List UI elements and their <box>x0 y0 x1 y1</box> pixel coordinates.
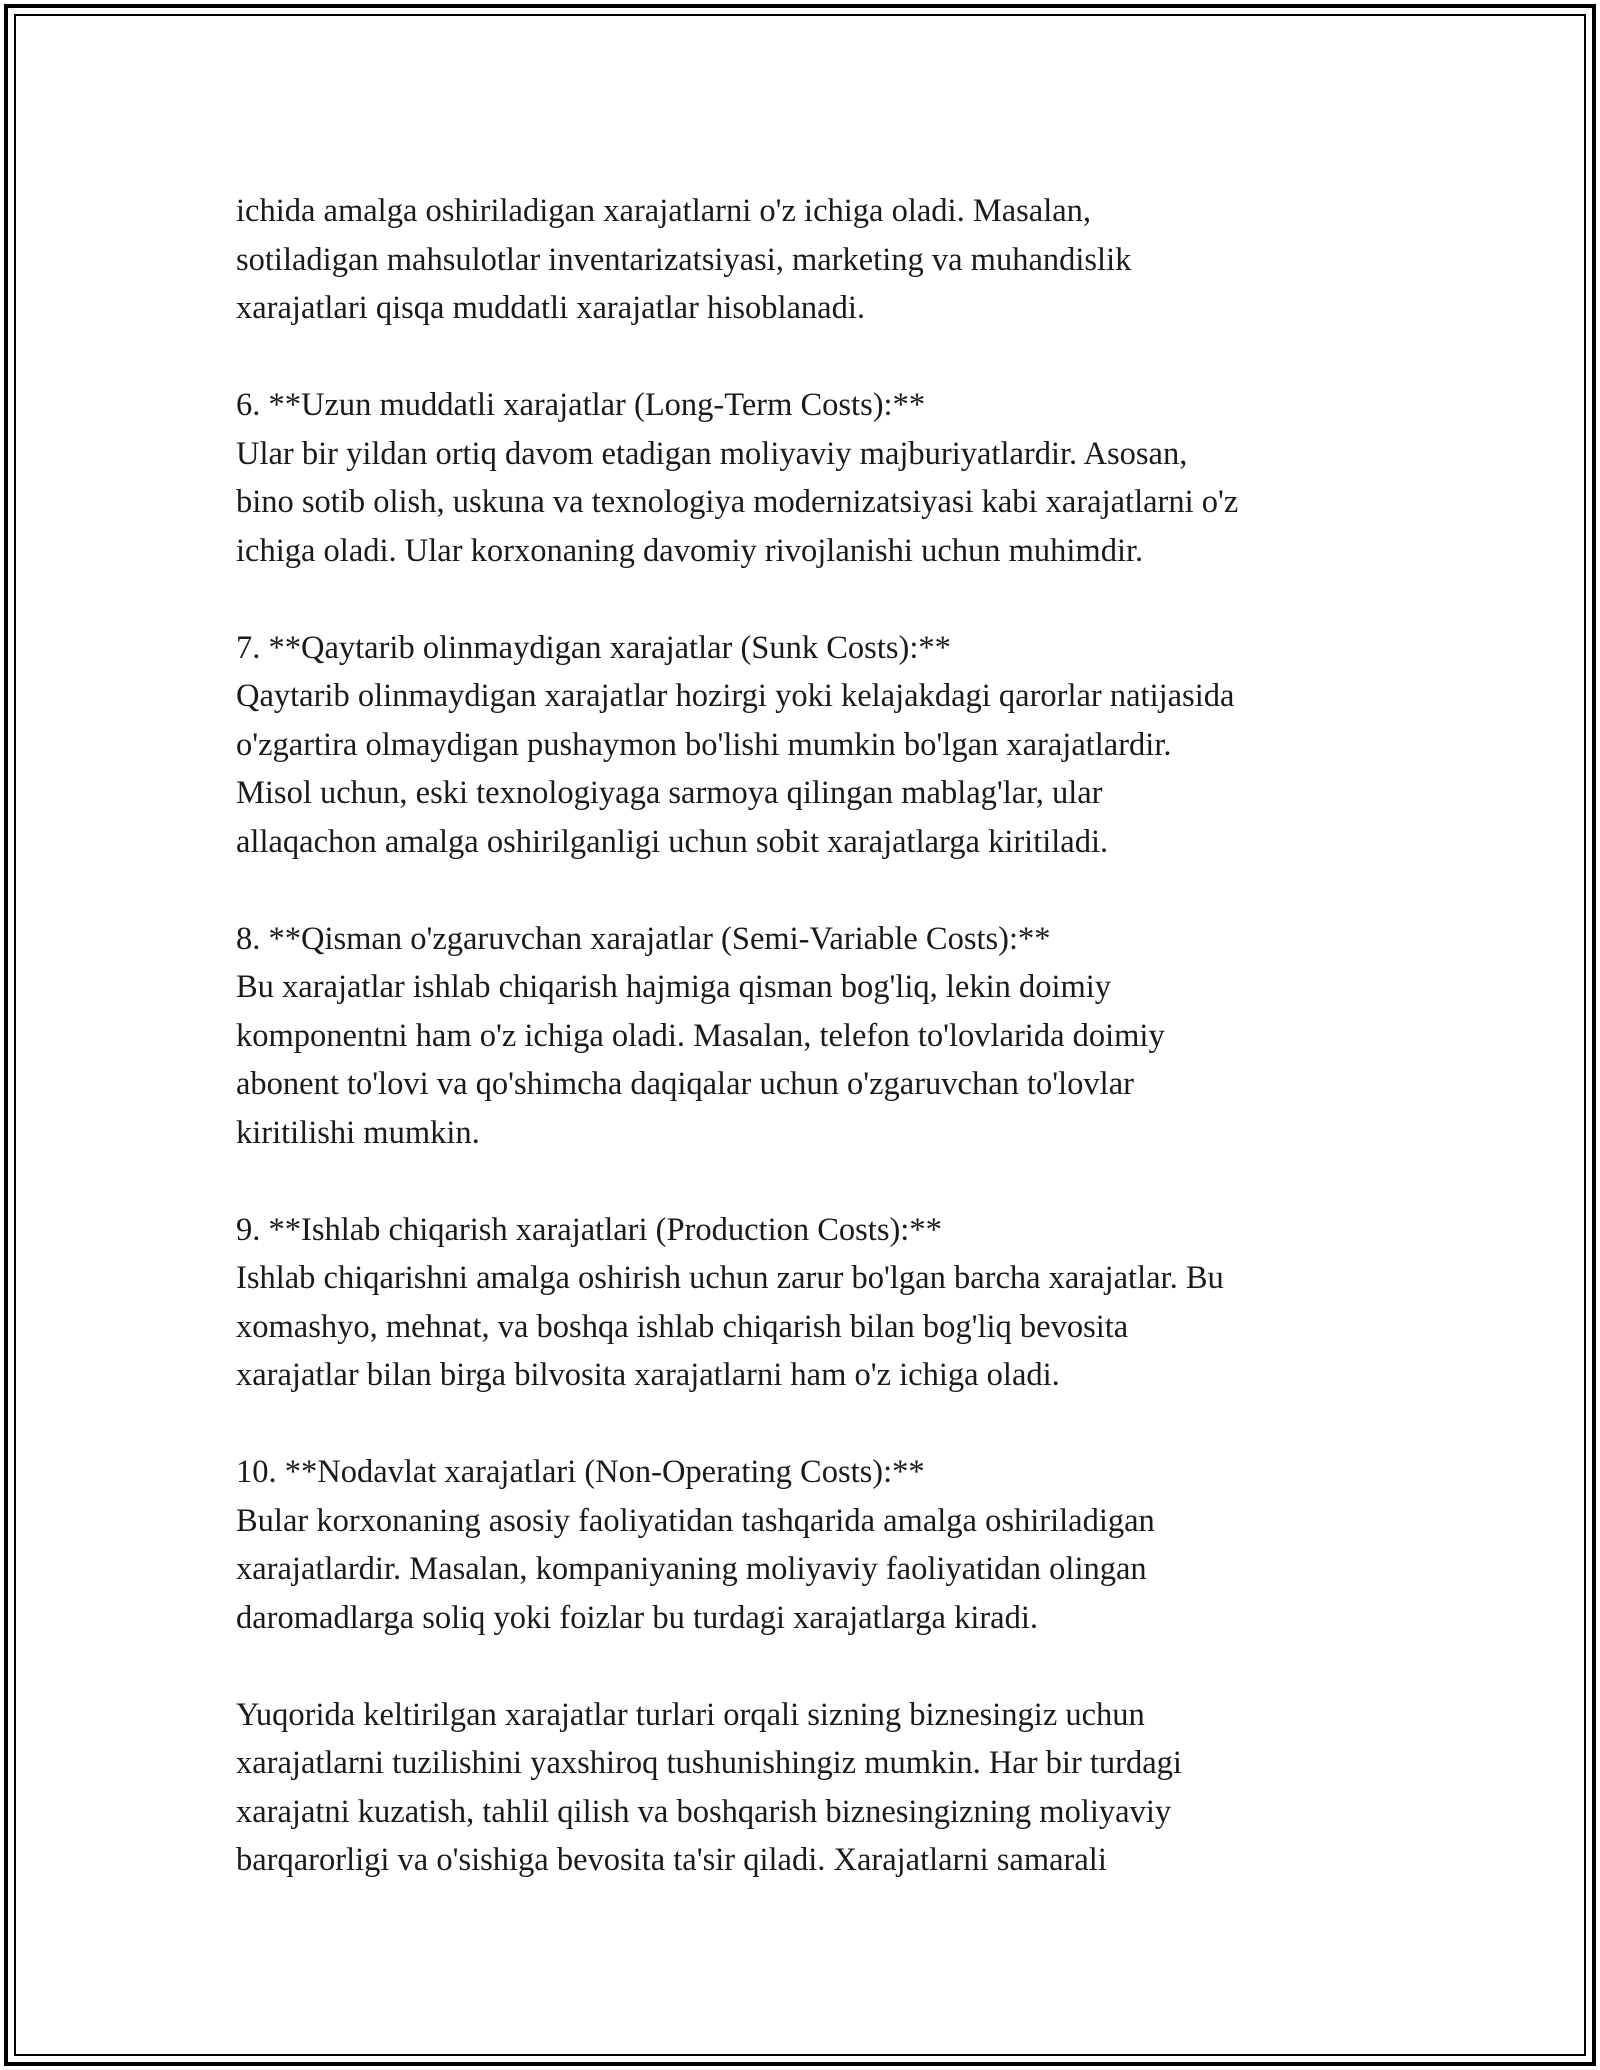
section-long-term-costs <box>236 381 1386 575</box>
section-heading: 9. **Ishlab chiqarish xarajatlari (Production Costs):** <box>236 1211 942 1248</box>
text-line: Ishlab chiqarishni amalga oshirish uchun zarur bo'lgan barcha xarajatlar. Bu <box>236 1260 1224 1296</box>
section-heading: 10. **Nodavlat xarajatlari (Non-Operating Costs):** <box>236 1454 925 1490</box>
text-line: Misol uchun, eski texnologiyaga sarmoya qilingan mablag'lar, ular <box>236 775 1103 811</box>
text-line: allaqachon amalga oshirilganligi uchun sobit xarajatlarga kiritiladi. <box>236 823 1109 860</box>
document-body <box>236 187 1386 1885</box>
section-heading: 8. **Qisman o'zgaruvchan xarajatlar (Semi-Variable Costs):** <box>236 920 1051 957</box>
text-line: xarajatlari qisqa muddatli xarajatlar hisoblanadi. <box>236 290 866 326</box>
section-production-costs <box>236 1206 1386 1400</box>
text-line: bino sotib olish, uskuna va texnologiya modernizatsiyasi kabi xarajatlarni o'z <box>236 484 1239 520</box>
text-line: xomashyo, mehnat, va boshqa ishlab chiqarish bilan bog'liq bevosita <box>236 1308 1129 1345</box>
section-sunk-costs <box>236 624 1386 867</box>
text-line: daromadlarga soliq yoki foizlar bu turdagi xarajatlarga kiradi. <box>236 1599 1038 1636</box>
text-line: xarajatni kuzatish, tahlil qilish va boshqarish biznesingizning moliyaviy <box>236 1793 1172 1830</box>
section-semi-variable-costs <box>236 915 1386 1158</box>
text-line: Qaytarib olinmaydigan xarajatlar hozirgi yoki kelajakdagi qarorlar natijasida <box>236 678 1235 714</box>
text-line: Bu xarajatlar ishlab chiqarish hajmiga qisman bog'liq, lekin doimiy <box>236 969 1112 1005</box>
text-line: xarajatlar bilan birga bilvosita xarajatlarni ham o'z ichiga oladi. <box>236 1357 1060 1393</box>
section-heading: 6. **Uzun muddatli xarajatlar (Long-Term Costs):** <box>236 387 926 423</box>
text-line: sotiladigan mahsulotlar inventarizatsiyasi, marketing va muhandislik <box>236 241 1132 278</box>
text-line: xarajatlarni tuzilishini yaxshiroq tushunishingiz mumkin. Har bir turdagi <box>236 1745 1182 1781</box>
text-line: Yuqorida keltirilgan xarajatlar turlari orqali sizning biznesingiz uchun <box>236 1696 1145 1733</box>
text-line: ichiga oladi. Ular korxonaning davomiy rivojlanishi uchun muhimdir. <box>236 532 1144 569</box>
paragraph-continuation <box>236 187 1386 333</box>
text-line: o'zgartira olmaydigan pushaymon bo'lishi mumkin bo'lgan xarajatlardir. <box>236 726 1172 763</box>
paragraph-conclusion <box>236 1691 1386 1885</box>
text-line: ichida amalga oshiriladigan xarajatlarni o'z ichiga oladi. Masalan, <box>236 193 1092 229</box>
section-heading: 7. **Qaytarib olinmaydigan xarajatlar (Sunk Costs):** <box>236 629 951 666</box>
text-line: komponentni ham o'z ichiga oladi. Masalan, telefon to'lovlarida doimiy <box>236 1017 1165 1054</box>
section-non-operating-costs <box>236 1448 1386 1642</box>
text-line: kiritilishi mumkin. <box>236 1114 480 1151</box>
text-line: Bular korxonaning asosiy faoliyatidan tashqarida amalga oshiriladigan <box>236 1502 1155 1539</box>
text-line: xarajatlardir. Masalan, kompaniyaning moliyaviy faoliyatidan olingan <box>236 1551 1147 1587</box>
text-line: barqarorligi va o'sishiga bevosita ta'sir qiladi. Xarajatlarni samarali <box>236 1842 1107 1878</box>
text-line: abonent to'lovi va qo'shimcha daqiqalar uchun o'zgaruvchan to'lovlar <box>236 1066 1134 1102</box>
text-line: Ular bir yildan ortiq davom etadigan moliyaviy majburiyatlardir. Asosan, <box>236 435 1188 472</box>
